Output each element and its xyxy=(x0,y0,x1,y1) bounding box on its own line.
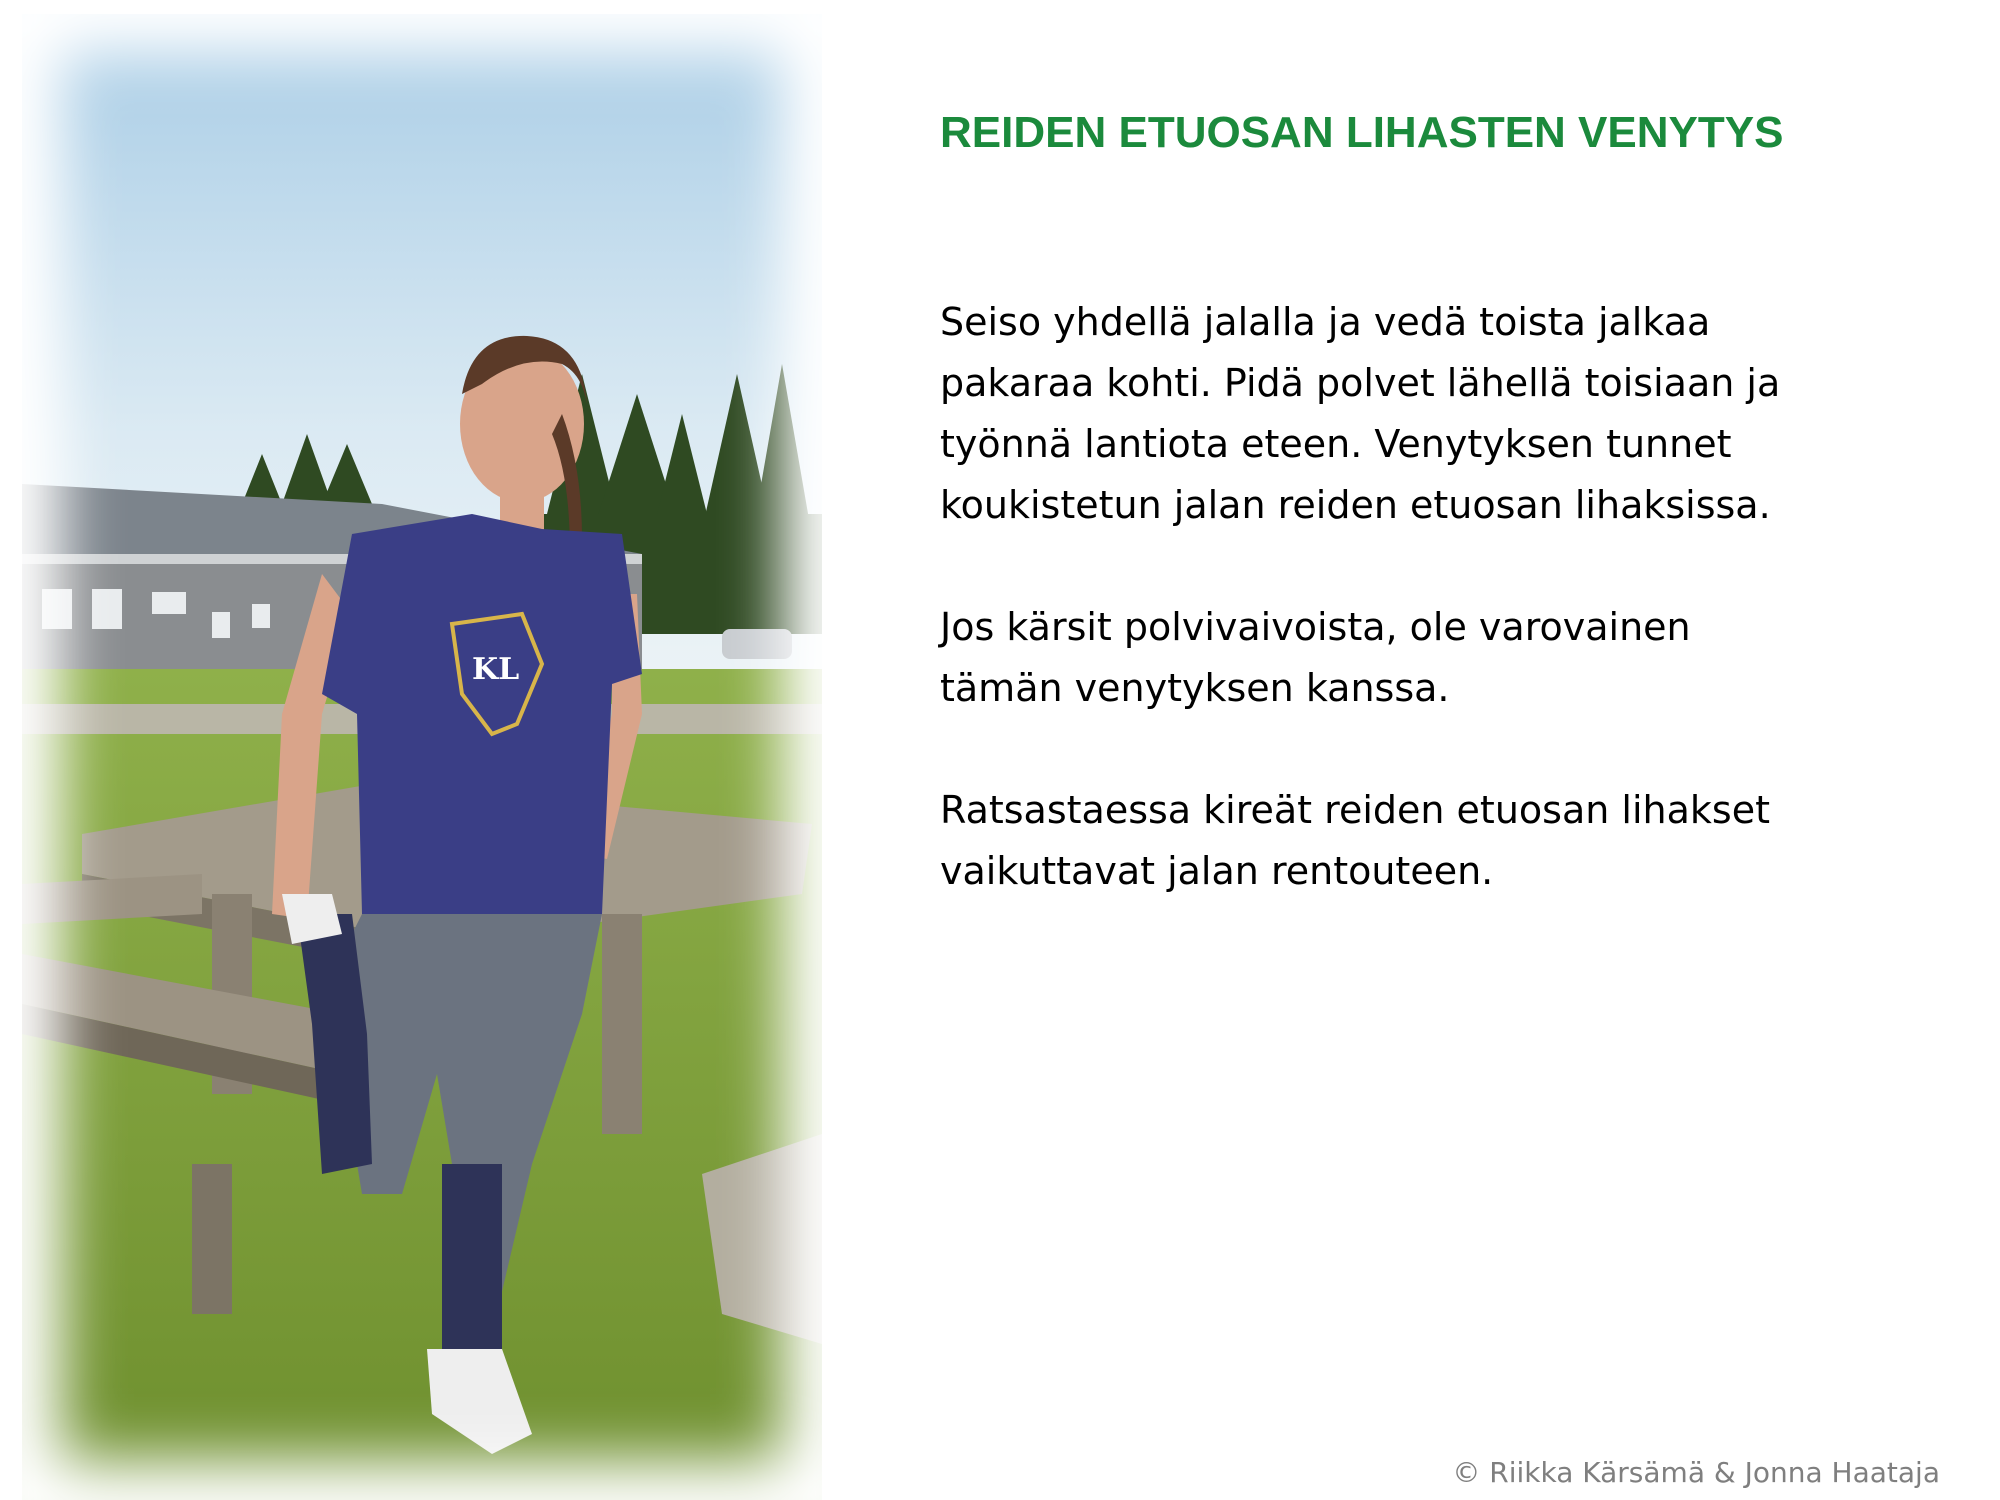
paragraph-line: tämän venytyksen kanssa. xyxy=(940,666,1450,710)
paragraph-line: Jos kärsit polvivaivoista, ole varovainen xyxy=(940,605,1691,649)
car xyxy=(722,629,792,659)
paragraph-line: työnnä lantiota eteen. Venytyksen tunnet xyxy=(940,422,1732,466)
paragraph-line: koukistetun jalan reiden etuosan lihaksissa. xyxy=(940,483,1771,527)
stretching-photo xyxy=(22,14,822,1500)
photo-illustration xyxy=(22,14,822,1500)
paragraph-instructions xyxy=(940,292,1940,536)
paragraph-line: vaikuttavat jalan rentouteen. xyxy=(940,849,1494,893)
paragraph-line: Ratsastaessa kireät reiden etuosan lihakset xyxy=(940,788,1770,832)
paragraph-riding-note xyxy=(940,780,1940,902)
shirt-logo-text: KL xyxy=(472,652,520,687)
slide-title: REIDEN ETUOSAN LIHASTEN VENYTYS xyxy=(940,108,1784,157)
paragraph-line: Seiso yhdellä jalalla ja vedä toista jalkaa xyxy=(940,300,1711,344)
paragraph-knee-warning xyxy=(940,597,1940,719)
paragraph-line: pakaraa kohti. Pidä polvet lähellä toisiaan ja xyxy=(940,361,1781,405)
copyright-notice: © Riikka Kärsämä & Jonna Haataja xyxy=(1452,1456,1940,1489)
instruction-text xyxy=(940,292,1940,963)
